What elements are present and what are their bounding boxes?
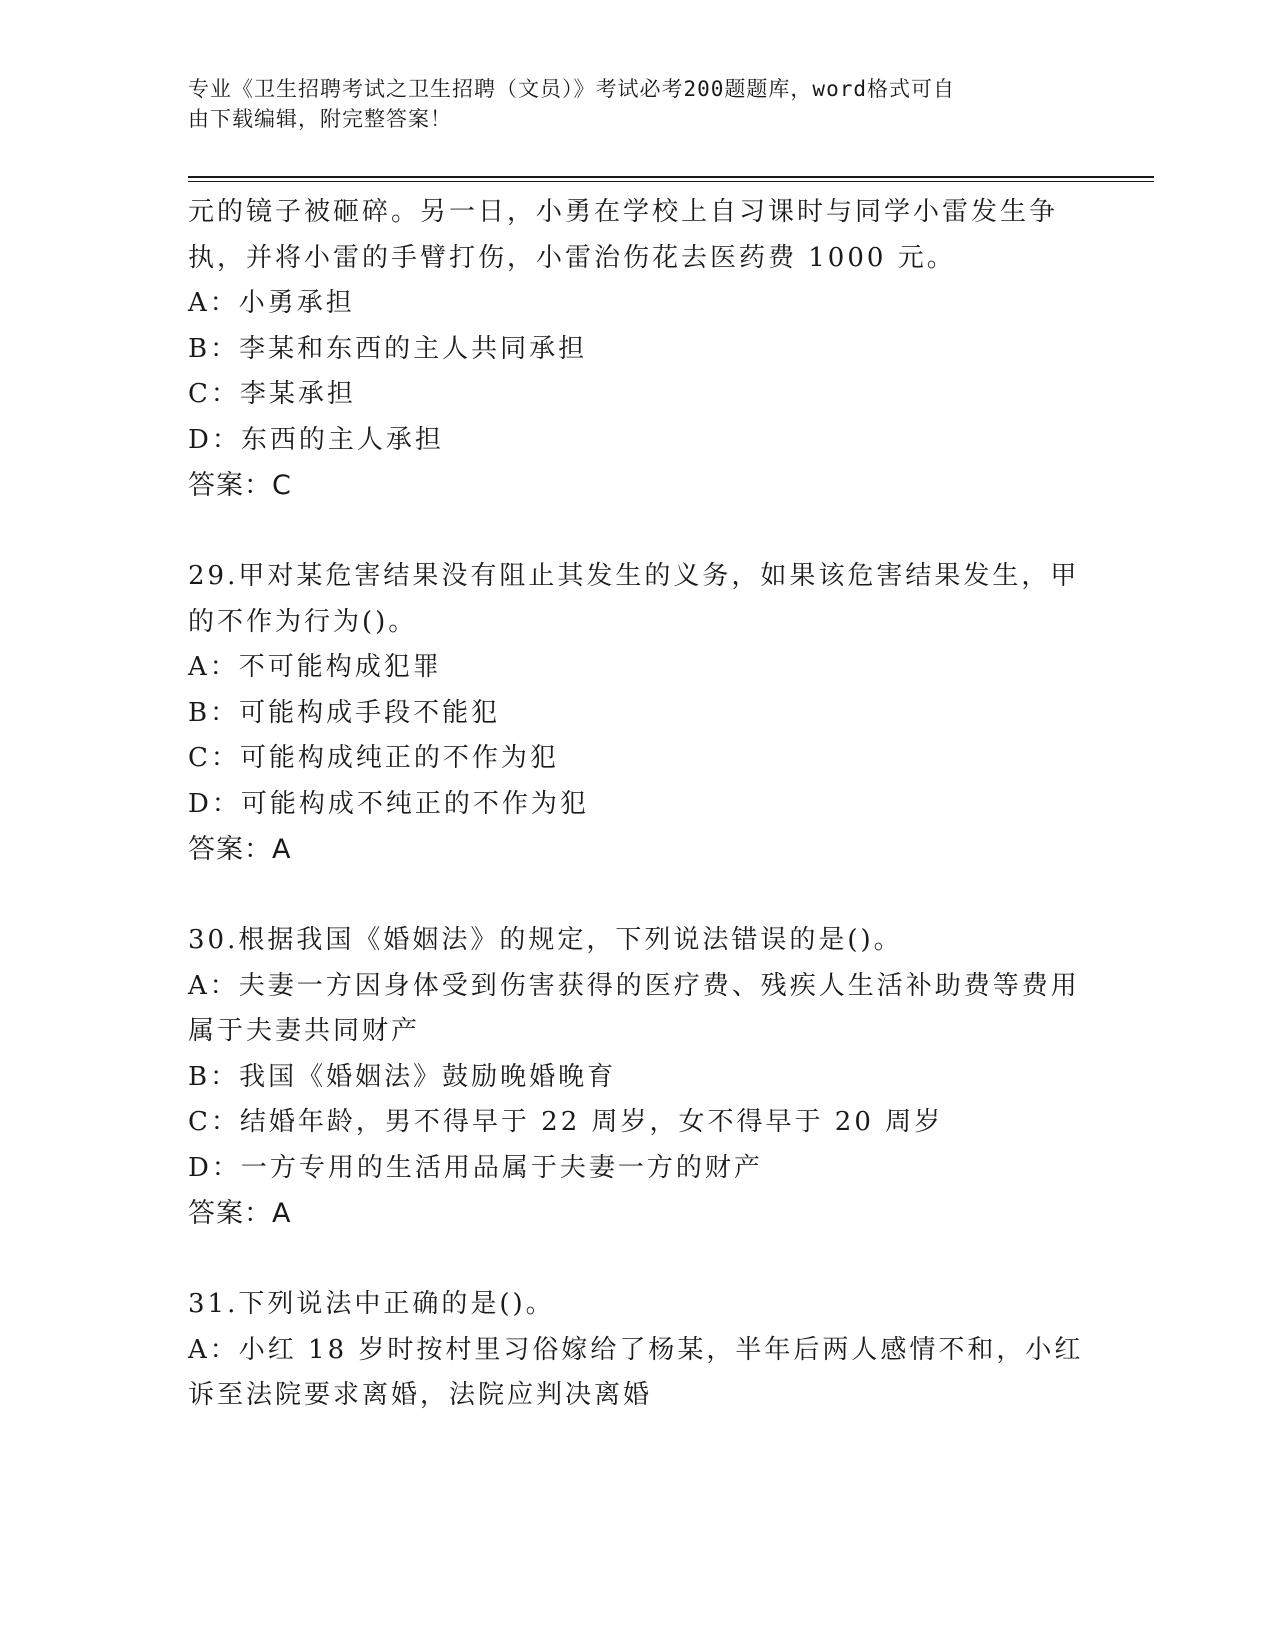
- question-text-line: 30.根据我国《婚姻法》的规定，下列说法错误的是()。: [188, 925, 903, 955]
- question-text-line: 29.甲对某危害结果没有阻止其发生的义务，如果该危害结果发生，甲: [188, 561, 1080, 591]
- question-spacer: [188, 873, 1088, 919]
- option-a-continuation: 诉至法院要求离婚，法院应判决离婚: [188, 1380, 653, 1410]
- question-text-line: 的不作为行为()。: [188, 606, 418, 637]
- question-content: [188, 190, 1088, 1419]
- question-spacer: [188, 509, 1088, 555]
- option-a-continuation: 属于夫妻共同财产: [188, 1016, 421, 1046]
- question-spacer: [188, 1237, 1088, 1283]
- answer-line: 答案：A: [188, 834, 292, 865]
- option-b: B：李某和东西的主人共同承担: [188, 333, 588, 364]
- option-d: D：一方专用的生活用品属于夫妻一方的财产: [188, 1152, 763, 1183]
- option-c: C：可能构成纯正的不作为犯: [188, 743, 559, 773]
- option-b: B：我国《婚姻法》鼓励晚婚晚育: [188, 1061, 617, 1092]
- question-31: [188, 1282, 1088, 1419]
- header-divider-thick: [188, 176, 1154, 178]
- question-29: [188, 554, 1088, 873]
- answer-line: 答案：A: [188, 1198, 292, 1229]
- question-30: [188, 918, 1088, 1237]
- document-header: [188, 74, 1068, 134]
- option-a: A：夫妻一方因身体受到伤害获得的医疗费、残疾人生活补助费等费用: [188, 970, 1080, 1001]
- option-a: A：小红 18 岁时按村里习俗嫁给了杨某，半年后两人感情不和，小红: [188, 1334, 1084, 1365]
- question-text-line: 执，并将小雷的手臂打伤，小雷治伤花去医药费 1000 元。: [188, 242, 956, 273]
- option-a: A：小勇承担: [188, 288, 355, 318]
- header-divider-thin: [188, 181, 1154, 182]
- option-c: C：结婚年龄，男不得早于 22 周岁，女不得早于 20 周岁: [188, 1107, 944, 1137]
- question-text-line: 31.下列说法中正确的是()。: [188, 1289, 555, 1319]
- header-line-1: 专业《卫生招聘考试之卫生招聘（文员）》考试必考200题题库，word格式可自: [188, 77, 955, 101]
- question-text-line: 元的镜子被砸碎。另一日，小勇在学校上自习课时与同学小雷发生争: [188, 197, 1059, 227]
- option-b: B：可能构成手段不能犯: [188, 697, 501, 728]
- header-line-2: 由下载编辑，附完整答案！: [188, 107, 452, 131]
- option-a: A：不可能构成犯罪: [188, 652, 442, 682]
- option-d: D：东西的主人承担: [188, 424, 444, 455]
- question-28-continuation: [188, 190, 1088, 509]
- option-d: D：可能构成不纯正的不作为犯: [188, 788, 589, 819]
- option-c: C：李某承担: [188, 379, 356, 409]
- answer-line: 答案：C: [188, 470, 292, 501]
